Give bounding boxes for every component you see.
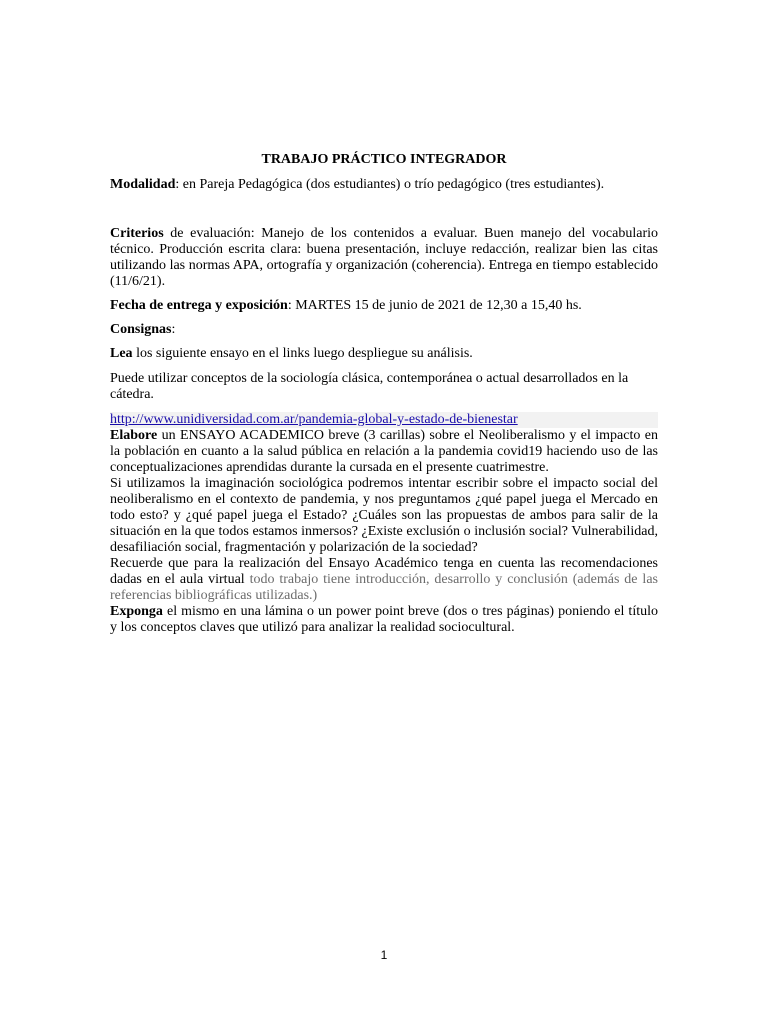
recuerde-paragraph bbox=[110, 556, 658, 604]
exponga-text: el mismo en una lámina o un power point breve (dos o tres páginas) poniendo el título y los conceptos claves que utilizó para analizar la realidad sociocultural. bbox=[110, 604, 658, 635]
article-link[interactable]: http://www.unidiversidad.com.ar/pandemia-global-y-estado-de-bienestar bbox=[110, 412, 518, 427]
elabore-paragraph bbox=[110, 428, 658, 476]
exponga-paragraph bbox=[110, 604, 658, 636]
consignas-label: Consignas bbox=[110, 322, 172, 337]
page-number: 1 bbox=[380, 948, 388, 962]
lea-label: Lea bbox=[110, 346, 133, 361]
exponga-label: Exponga bbox=[110, 604, 163, 619]
si-utilizamos-paragraph: Si utilizamos la imaginación sociológica podremos intentar escribir sobre el impacto social del neoliberalismo en el contexto de pandemia, y nos preguntamos ¿qué papel juega el Mercado en todo esto? y ¿qué papel juega el Estado? ¿Cuáles son las propuestas de ambos para salir de la situación en la que todos estamos inmersos? ¿Existe exclusión o inclusión social? Vulnerabilidad, desafiliación social, fragmentación y polarización de la sociedad? bbox=[110, 476, 658, 555]
recuerde-grey-text: todo trabajo tiene introducción, desarrollo y conclusión (además de las referencias bibliográficas utilizadas.) bbox=[110, 572, 658, 603]
document-title: TRABAJO PRÁCTICO INTEGRADOR bbox=[261, 152, 507, 167]
fecha-label: Fecha de entrega y exposición bbox=[110, 298, 288, 313]
puede-paragraph: Puede utilizar conceptos de la sociología clásica, contemporánea o actual desarrollados en la cátedra. bbox=[110, 371, 629, 402]
lea-text: los siguiente ensayo en el links luego despliegue su análisis. bbox=[132, 346, 473, 361]
modalidad-paragraph bbox=[110, 177, 658, 193]
elabore-label: Elabore bbox=[110, 428, 158, 443]
criterios-text: de evaluación: Manejo de los contenidos a evaluar. Buen manejo del vocabulario técnico. Producción escrita clara: buena presentación, incluye redacción, realizar bien las citas utilizando las normas APA, ortografía y organización (coherencia). Entrega en tiempo establecido (11/6/21). bbox=[110, 226, 658, 289]
fecha-text: : MARTES 15 de junio de 2021 de 12,30 a 15,40 hs. bbox=[287, 298, 582, 313]
elabore-text: un ENSAYO ACADEMICO breve (3 carillas) sobre el Neoliberalismo y el impacto en la población en cuanto a la salud pública en relación a la pandemia covid19 haciendo uso de las conceptualizaciones aprendidas durante la cursada en el presente cuatrimestre. bbox=[110, 428, 658, 475]
lea-paragraph bbox=[110, 346, 658, 362]
consignas-paragraph bbox=[110, 322, 658, 338]
fecha-paragraph bbox=[110, 298, 658, 314]
document-body bbox=[110, 152, 658, 636]
link-paragraph bbox=[110, 412, 658, 428]
recuerde-text: Recuerde que para la realización del Ensayo Académico tenga en cuenta las recomendaciones dadas en el aula virtual bbox=[110, 556, 658, 587]
modalidad-text: : en Pareja Pedagógica (dos estudiantes) o trío pedagógico (tres estudiantes). bbox=[175, 177, 605, 192]
criterios-label: Criterios bbox=[110, 226, 164, 241]
criterios-paragraph bbox=[110, 226, 658, 290]
modalidad-label: Modalidad bbox=[110, 177, 176, 192]
consignas-text: : bbox=[171, 322, 176, 337]
